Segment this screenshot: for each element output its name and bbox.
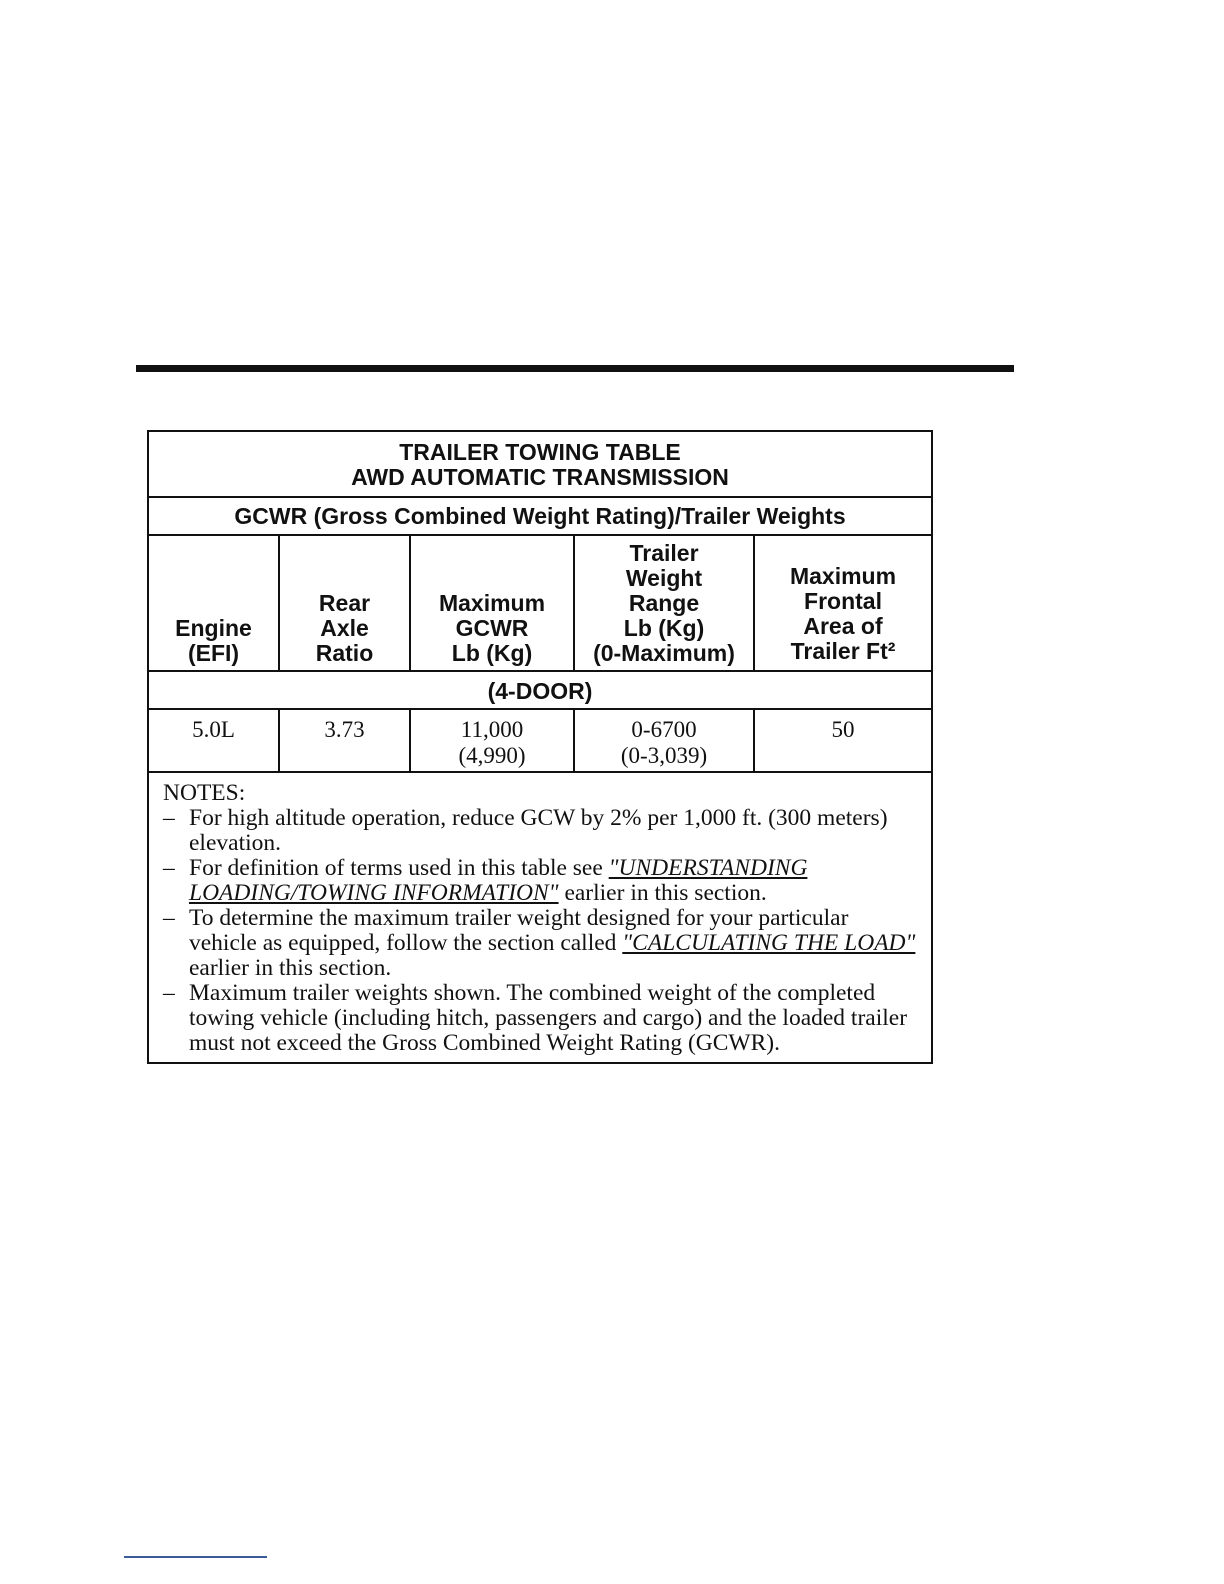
list-item — [163, 856, 921, 906]
cell-value: 3.73 — [324, 717, 365, 742]
column-header-engine — [149, 536, 280, 670]
notes-heading: NOTES: — [163, 780, 246, 806]
header-line: Ratio — [315, 640, 374, 666]
column-header-max-gcwr — [411, 536, 575, 670]
cell-frontal-area — [755, 710, 931, 771]
table-row — [149, 710, 931, 773]
header-line: Trailer — [629, 540, 699, 566]
header-line: (EFI) — [187, 640, 240, 666]
header-line: Lb (Kg) — [451, 640, 533, 666]
cell-value-kg: (0-3,039) — [620, 743, 708, 768]
list-item — [163, 906, 921, 981]
note-text: Maximum trailer weights shown. The combined weight of the completed towing vehicle (including hitch, passengers and cargo) and the loaded trailer must not exceed the Gross Combined Weight Rating (GCWR). — [189, 980, 908, 1056]
header-line: Axle — [320, 615, 369, 641]
dash-bullet: – — [163, 805, 175, 831]
dash-bullet: – — [163, 980, 175, 1006]
column-header-row — [149, 536, 931, 672]
header-line: (0-Maximum) — [593, 640, 735, 666]
header-line: Frontal — [804, 588, 882, 614]
table-subtitle: GCWR (Gross Combined Weight Rating)/Trailer Weights — [149, 498, 931, 536]
note-text-before: For definition of terms used in this table see — [189, 855, 609, 881]
header-line: Weight — [625, 565, 703, 591]
header-line: Maximum — [438, 590, 546, 616]
header-line: Rear — [318, 590, 371, 616]
cell-trailer-weight-range — [575, 710, 755, 771]
dash-bullet: – — [163, 905, 175, 931]
cell-engine — [149, 710, 280, 771]
header-line: Trailer Ft² — [790, 638, 896, 664]
header-line: GCWR — [455, 615, 529, 641]
trailer-towing-table — [147, 430, 933, 1064]
cell-value: 50 — [831, 717, 855, 742]
cell-max-gcwr — [411, 710, 575, 771]
note-text-after: earlier in this section. — [189, 955, 392, 981]
table-title — [149, 432, 931, 498]
note-text-before: To determine the maximum trailer weight designed for your particular vehicle as equipped, follow the section called — [189, 905, 849, 956]
column-header-frontal-area — [755, 536, 931, 670]
table-title-line-1: TRAILER TOWING TABLE — [399, 439, 681, 465]
header-line: Range — [628, 590, 700, 616]
cell-value: 5.0L — [192, 717, 235, 742]
cell-value-kg: (4,990) — [458, 743, 526, 768]
note-text — [189, 856, 921, 906]
note-text-after: earlier in this section. — [558, 880, 767, 906]
header-line: Area of — [803, 613, 883, 639]
list-item — [163, 981, 921, 1056]
note-text — [189, 906, 921, 981]
cell-value-lb: 11,000 — [460, 717, 524, 742]
table-title-line-2: AWD AUTOMATIC TRANSMISSION — [351, 464, 729, 490]
footer-rule — [124, 1556, 267, 1558]
list-item — [163, 806, 921, 856]
section-reference-understanding-loading: "UNDERSTANDING LOADING/TOWING INFORMATION" — [189, 855, 808, 906]
column-header-trailer-weight-range — [575, 536, 755, 670]
dash-bullet: – — [163, 855, 175, 881]
section-reference-calculating-load: "CALCULATING THE LOAD" — [622, 930, 916, 956]
column-header-axle-ratio — [280, 536, 411, 670]
cell-axle-ratio — [280, 710, 411, 771]
header-line: Engine — [175, 615, 252, 641]
header-line: Lb (Kg) — [623, 615, 705, 641]
note-text: For high altitude operation, reduce GCW by 2% per 1,000 ft. (300 meters) elevation. — [189, 805, 888, 856]
section-label-4-door: (4-DOOR) — [149, 672, 931, 710]
header-line: Maximum — [789, 563, 897, 589]
cell-value-lb: 0-6700 — [631, 717, 697, 742]
top-divider-rule — [136, 365, 1014, 372]
notes-section — [149, 773, 931, 1062]
